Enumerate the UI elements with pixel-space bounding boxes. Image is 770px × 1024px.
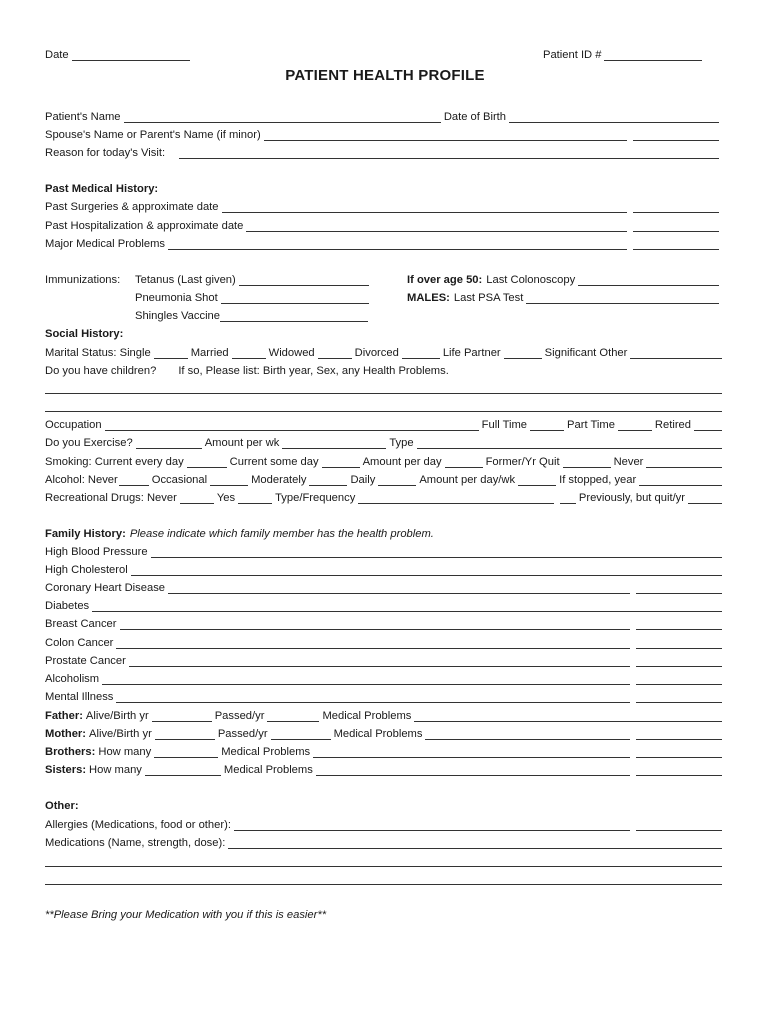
hospitalization-date-field[interactable] [633, 220, 719, 232]
family-condition-label: Alcoholism [45, 672, 100, 685]
occasional-label: Occasional [151, 474, 208, 486]
sisters-problems-label: Medical Problems [223, 764, 313, 776]
shingles-field[interactable] [220, 310, 368, 322]
smoking-label: Smoking: Current every day [45, 456, 184, 468]
males-label: MALES: [407, 292, 450, 304]
immunizations-label: Immunizations: [45, 274, 121, 286]
children-detail: If so, Please list: Birth year, Sex, any Health Problems. [178, 365, 449, 377]
marital-single-label: Marital Status: Single [45, 347, 151, 359]
alcohol-never-label: Alcohol: Never [45, 474, 118, 486]
drugs-row [45, 491, 722, 505]
family-condition-label: High Blood Pressure [45, 546, 148, 558]
psa-label: Last PSA Test [453, 292, 524, 304]
father-passed-label: Passed/yr [214, 710, 265, 722]
family-condition-row [45, 636, 722, 650]
type-frequency-extra-field[interactable] [560, 492, 576, 504]
family-heading: Family History: [45, 528, 126, 540]
psa-field[interactable] [526, 292, 719, 304]
allergies-extra-field[interactable] [636, 819, 722, 831]
reason-field[interactable] [179, 147, 719, 159]
spouse-extra-field[interactable] [633, 129, 719, 141]
single-field[interactable] [154, 347, 188, 359]
brothers-problems-extra-field[interactable] [636, 746, 722, 758]
if-stopped-label: If stopped, year [559, 474, 637, 486]
patient-id-field[interactable] [604, 49, 702, 61]
family-condition-field[interactable] [102, 673, 630, 685]
tetanus-field[interactable] [239, 274, 369, 286]
family-heading-row [45, 527, 434, 541]
exercise-label: Do you Exercise? [45, 437, 133, 449]
major-problems-field[interactable] [168, 238, 627, 250]
hospitalization-label: Past Hospitalization & approximate date [45, 220, 244, 232]
family-condition-field[interactable] [116, 637, 630, 649]
colonoscopy-label: Last Colonoscopy [486, 274, 576, 286]
family-condition-field[interactable] [120, 618, 630, 630]
family-condition-label: Prostate Cancer [45, 654, 126, 667]
medications-row [45, 836, 722, 850]
smoking-everyday-field[interactable] [187, 456, 227, 468]
major-problems-extra-field[interactable] [633, 238, 719, 250]
family-condition-row [45, 654, 722, 668]
children-line-2[interactable] [45, 411, 722, 412]
tetanus-label: Tetanus (Last given) [135, 274, 236, 286]
hospitalization-field[interactable] [246, 220, 627, 232]
pneumonia-field[interactable] [221, 292, 369, 304]
date-label: Date [45, 49, 69, 61]
mother-problems-field[interactable] [425, 728, 630, 740]
daily-label: Daily [350, 474, 376, 486]
surgeries-row [45, 200, 722, 214]
married-field[interactable] [232, 347, 266, 359]
widowed-label: Widowed [268, 347, 315, 359]
page-title: PATIENT HEALTH PROFILE [285, 67, 485, 84]
exercise-row [45, 436, 722, 450]
allergies-field[interactable] [234, 819, 630, 831]
patient-name-label: Patient's Name [45, 111, 121, 123]
amount-per-wk-label: Amount per wk [204, 437, 280, 449]
medications-line-3[interactable] [45, 884, 722, 885]
mother-passed-field[interactable] [271, 728, 331, 740]
brothers-how-many-label: How many [98, 746, 152, 758]
patient-name-field[interactable] [124, 111, 441, 123]
past-medical-heading: Past Medical History: [45, 183, 159, 195]
family-condition-row [45, 581, 722, 595]
smoking-never-label: Never [613, 456, 644, 468]
sisters-label: Sisters: [45, 764, 87, 776]
divorced-label: Divorced [354, 347, 399, 359]
family-condition-field[interactable] [129, 655, 630, 667]
spouse-label: Spouse's Name or Parent's Name (if minor) [45, 129, 261, 141]
previously-quit-field[interactable] [688, 492, 722, 504]
part-time-label: Part Time [567, 419, 615, 431]
family-condition-extra-field[interactable] [636, 673, 722, 685]
social-heading: Social History: [45, 328, 124, 340]
smoking-amount-label: Amount per day [362, 456, 442, 468]
full-time-label: Full Time [481, 419, 528, 431]
brothers-count-field[interactable] [154, 746, 218, 758]
father-row [45, 709, 722, 723]
sisters-how-many-label: How many [89, 764, 142, 776]
significant-other-label: Significant Other [544, 347, 628, 359]
medications-field[interactable] [228, 837, 722, 849]
reason-label: Reason for today's Visit: [45, 147, 166, 159]
family-condition-label: Mental Illness [45, 690, 114, 703]
over50-label: If over age 50: [407, 274, 483, 286]
previously-quit-label: Previously, but quit/yr [578, 492, 685, 504]
dob-label: Date of Birth [443, 111, 506, 123]
medications-line-2[interactable] [45, 866, 722, 867]
brothers-row [45, 745, 722, 759]
colonoscopy-field[interactable] [578, 274, 719, 286]
mother-problems-label: Medical Problems [333, 728, 423, 740]
mother-row [45, 727, 722, 741]
amount-per-wk-field[interactable] [282, 437, 386, 449]
family-condition-label: Diabetes [45, 600, 90, 613]
type-frequency-field[interactable] [358, 492, 554, 504]
patient-name-row [45, 110, 722, 124]
family-condition-extra-field[interactable] [636, 637, 722, 649]
family-condition-extra-field[interactable] [636, 582, 722, 594]
tetanus-row [135, 273, 372, 287]
father-problems-field[interactable] [414, 710, 722, 722]
sisters-problems-extra-field[interactable] [636, 764, 722, 776]
allergies-row [45, 818, 722, 832]
spouse-row [45, 128, 722, 142]
moderately-label: Moderately [251, 474, 307, 486]
surgeries-date-field[interactable] [633, 201, 719, 213]
mother-passed-label: Passed/yr [217, 728, 268, 740]
current-some-day-field[interactable] [322, 456, 360, 468]
brothers-problems-field[interactable] [313, 746, 630, 758]
family-condition-row [45, 545, 722, 559]
life-partner-field[interactable] [504, 347, 542, 359]
family-condition-row [45, 672, 722, 686]
alcohol-amount-field[interactable] [518, 474, 556, 486]
father-birth-field[interactable] [152, 710, 212, 722]
occupation-field[interactable] [105, 419, 479, 431]
sisters-row [45, 763, 722, 777]
family-condition-field[interactable] [151, 546, 722, 558]
former-quit-field[interactable] [563, 456, 611, 468]
dob-field[interactable] [509, 111, 719, 123]
family-condition-extra-field[interactable] [636, 691, 722, 703]
father-passed-field[interactable] [267, 710, 319, 722]
surgeries-label: Past Surgeries & approximate date [45, 201, 219, 213]
hospitalization-row [45, 219, 722, 233]
full-time-field[interactable] [530, 419, 564, 431]
family-condition-field[interactable] [168, 582, 630, 594]
widowed-field[interactable] [318, 347, 352, 359]
family-condition-label: Breast Cancer [45, 618, 117, 631]
family-condition-extra-field[interactable] [636, 618, 722, 630]
mother-alive-label: Alive/Birth yr [89, 728, 152, 740]
pneumonia-row [135, 291, 372, 305]
family-condition-label: High Cholesterol [45, 564, 128, 577]
retired-label: Retired [654, 419, 691, 431]
shingles-row [135, 309, 371, 323]
family-condition-field[interactable] [116, 691, 630, 703]
colonoscopy-row [407, 273, 722, 287]
spouse-field[interactable] [264, 129, 627, 141]
occasional-field[interactable] [210, 474, 248, 486]
smoking-amount-field[interactable] [445, 456, 483, 468]
family-condition-label: Coronary Heart Disease [45, 582, 166, 595]
divorced-field[interactable] [402, 347, 440, 359]
drugs-never-field[interactable] [180, 492, 214, 504]
if-stopped-field[interactable] [639, 474, 722, 486]
mother-birth-field[interactable] [155, 728, 215, 740]
father-problems-label: Medical Problems [322, 710, 412, 722]
footer-note: **Please Bring your Medication with you if this is easier** [45, 909, 327, 921]
patient-id-row [543, 48, 705, 62]
psa-row [407, 291, 722, 305]
mother-problems-extra-field[interactable] [636, 728, 722, 740]
alcohol-never-field[interactable] [119, 474, 149, 486]
allergies-label: Allergies (Medications, food or other): [45, 819, 231, 831]
family-condition-label: Colon Cancer [45, 636, 114, 649]
alcohol-row [45, 473, 722, 487]
life-partner-label: Life Partner [442, 347, 501, 359]
smoking-never-field[interactable] [646, 456, 722, 468]
patient-id-label: Patient ID # [543, 49, 602, 61]
family-condition-extra-field[interactable] [636, 655, 722, 667]
children-row [45, 364, 449, 378]
type-frequency-label: Type/Frequency [275, 492, 356, 504]
significant-other-field[interactable] [630, 347, 722, 359]
family-condition-row [45, 690, 722, 704]
father-label: Father: [45, 710, 83, 722]
occupation-label: Occupation [45, 419, 102, 431]
former-quit-label: Former/Yr Quit [485, 456, 560, 468]
drugs-yes-label: Yes [216, 492, 236, 504]
children-label: Do you have children? [45, 365, 157, 377]
family-condition-row [45, 599, 722, 613]
occupation-row [45, 418, 722, 432]
brothers-label: Brothers: [45, 746, 96, 758]
father-alive-label: Alive/Birth yr [85, 710, 149, 722]
major-problems-label: Major Medical Problems [45, 238, 165, 250]
date-field[interactable] [72, 49, 190, 61]
family-condition-row [45, 617, 722, 631]
brothers-problems-label: Medical Problems [221, 746, 311, 758]
smoking-row [45, 455, 722, 469]
daily-field[interactable] [378, 474, 416, 486]
sisters-count-field[interactable] [145, 764, 221, 776]
exercise-field[interactable] [136, 437, 202, 449]
exercise-type-field[interactable] [417, 437, 722, 449]
married-label: Married [190, 347, 229, 359]
drugs-never-label: Recreational Drugs: Never [45, 492, 177, 504]
mother-label: Mother: [45, 728, 87, 740]
current-some-day-label: Current some day [229, 456, 319, 468]
major-problems-row [45, 237, 722, 251]
exercise-type-label: Type [389, 437, 414, 449]
other-heading: Other: [45, 800, 79, 812]
alcohol-amount-label: Amount per day/wk [419, 474, 516, 486]
pneumonia-label: Pneumonia Shot [135, 292, 218, 304]
part-time-field[interactable] [618, 419, 652, 431]
date-row [45, 48, 193, 62]
sisters-problems-field[interactable] [316, 764, 630, 776]
drugs-yes-field[interactable] [238, 492, 272, 504]
reason-row [45, 146, 722, 160]
shingles-label: Shingles Vaccine [135, 310, 220, 322]
family-condition-field[interactable] [92, 600, 722, 612]
family-condition-field[interactable] [131, 564, 722, 576]
family-instruction: Please indicate which family member has the health problem. [129, 528, 434, 540]
children-line-1[interactable] [45, 393, 722, 394]
marital-row [45, 346, 722, 360]
medications-label: Medications (Name, strength, dose): [45, 837, 226, 849]
moderately-field[interactable] [309, 474, 347, 486]
family-condition-row [45, 563, 722, 577]
surgeries-field[interactable] [222, 201, 628, 213]
retired-field[interactable] [694, 419, 722, 431]
